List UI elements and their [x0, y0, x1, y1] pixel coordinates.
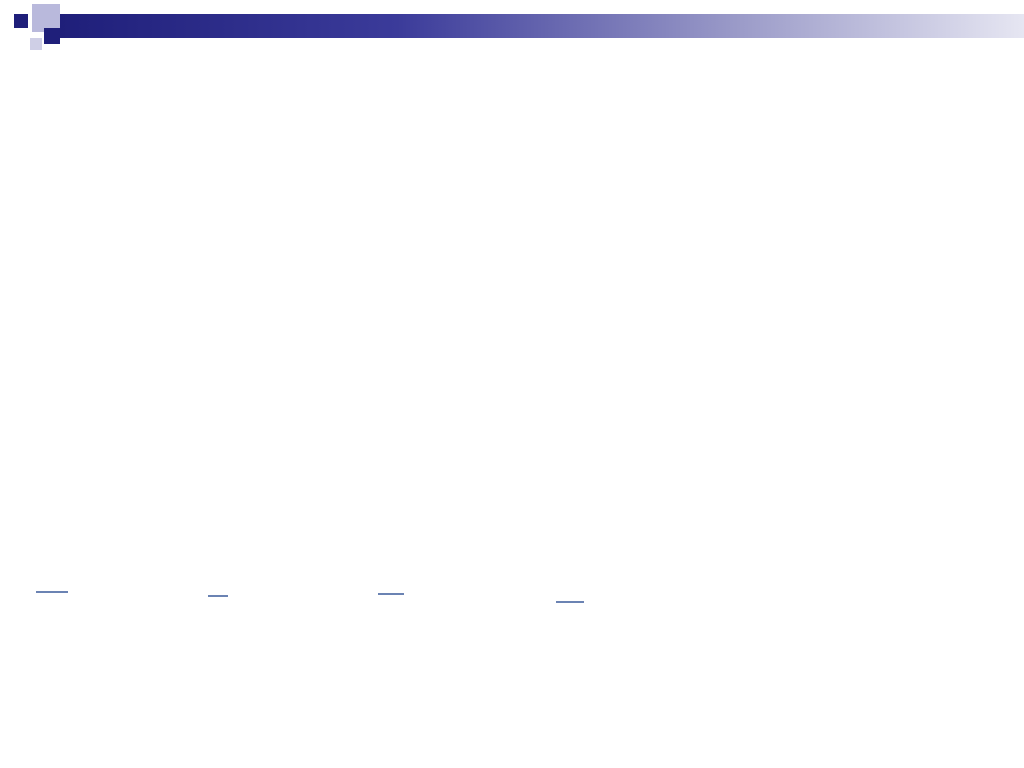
deco-square-4 [30, 38, 42, 50]
deco-square-1 [14, 14, 28, 28]
step-3 [646, 583, 680, 587]
step-3-line-2 [646, 583, 680, 587]
step-2-line-1 [646, 434, 694, 494]
tangent-graph [0, 300, 620, 768]
header-gradient-bar [60, 14, 1024, 38]
deco-square-3 [44, 28, 60, 44]
step-2 [646, 434, 694, 494]
graph-labels [0, 300, 584, 602]
